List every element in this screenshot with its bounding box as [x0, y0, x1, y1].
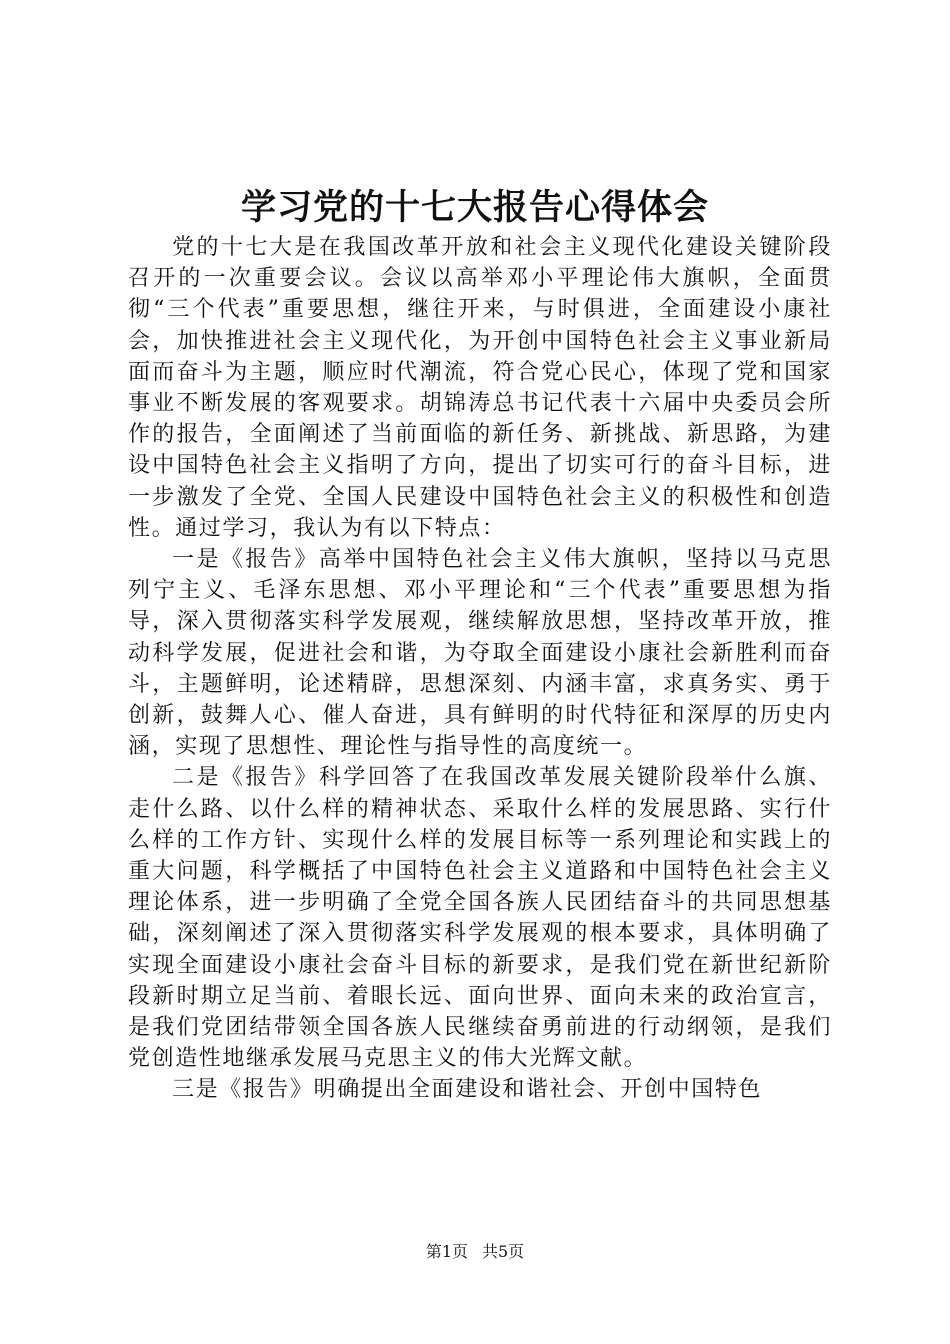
paragraph-point-three: 三是《报告》明确提出全面建设和谐社会、开创中国特色 [172, 1077, 763, 1103]
paragraph-point-one: 一是《报告》高举中国特色社会主义伟大旗帜，坚持以马克思列宁主义、毛泽东思想、邓小平理论和“三个代表”重要思想为指导，深入贯彻落实科学发展观，继续解放思想，坚持改革开放，推动科学发展，促进社会和谐，为夺取全面建设小康社会新胜利而奋斗，主题鲜明，论述精辟，思想深刻、内涵丰富，求真务实、勇于创新，鼓舞人心、催人奋进，具有鲜明的时代特征和深厚的历史内涵，实现了思想性、理论性与指导性的高度统一。 [128, 547, 832, 760]
paragraph-intro: 党的十七大是在我国改革开放和社会主义现代化建设关键阶段召开的一次重要会议。会议以高举邓小平理论伟大旗帜，全面贯彻“三个代表”重要思想，继往开来，与时俱进，全面建设小康社会，加快推进社会主义现代化，为开创中国特色社会主义事业新局面而奋斗为主题，顺应时代潮流，符合党心民心，体现了党和国家事业不断发展的客观要求。胡锦涛总书记代表十六届中央委员会所作的报告，全面阐述了当前面临的新任务、新挑战、新思路，为建设中国特色社会主义指明了方向，提出了切实可行的奋斗目标，进一步激发了全党、全国人民建设中国特色社会主义的积极性和创造性。通过学习，我认为有以下特点： [128, 235, 832, 541]
document-title: 学习党的十七大报告心得体会 [240, 187, 709, 228]
page-footer [0, 1241, 950, 1263]
paragraph-point-two: 二是《报告》科学回答了在我国改革发展关键阶段举什么旗、走什么路、以什么样的精神状态、采取什么样的发展思路、实行什么样的工作方针、实现什么样的发展目标等一系列理论和实践上的重大问题，科学概括了中国特色社会主义道路和中国特色社会主义理论体系，进一步明确了全党全国各族人民团结奋斗的共同思想基础，深刻阐述了深入贯彻落实科学发展观的根本要求，具体明确了实现全面建设小康社会奋斗目标的新要求，是我们党在新世纪新阶段新时期立足当前、着眼长远、面向世界、面向未来的政治宣言，是我们党团结带领全国各族人民继续奋勇前进的行动纲领，是我们党创造性地继承发展马克思主义的伟大光辉文献。 [128, 765, 832, 1072]
document-body [128, 232, 832, 1106]
page-number-current: 第1页 [425, 1242, 468, 1261]
page-number-total: 共5页 [482, 1242, 525, 1261]
